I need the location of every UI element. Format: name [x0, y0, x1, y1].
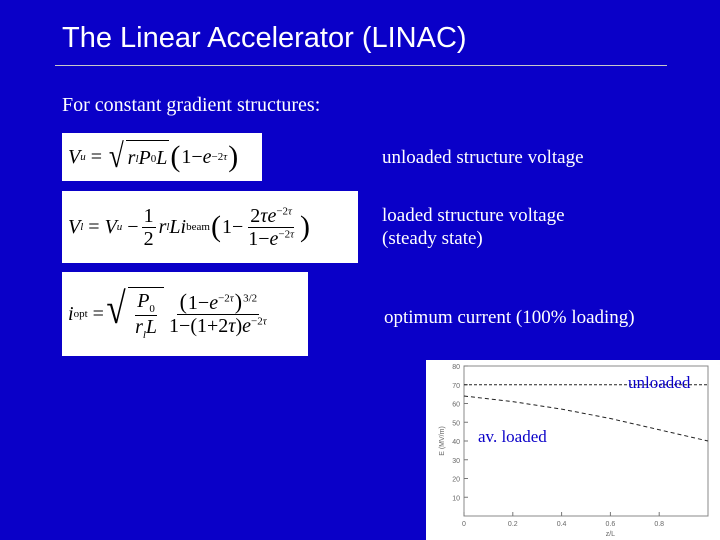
y-tick-label: 30 — [452, 457, 460, 465]
x-tick-label: 0.6 — [605, 521, 616, 528]
y-tick-label: 40 — [452, 439, 460, 446]
equation-label-optimum: optimum current (100% loading) — [384, 307, 635, 328]
legend-av-loaded: av. loaded — [478, 427, 547, 446]
equation-label-loaded-line1: loaded structure voltage — [382, 205, 565, 226]
equation-optimum-current: i opt = √ $\frac{P_0}{r_lL}$ $\frac{(1-e^{-2\tau})^{3/2}}{1-(1+2\tau)e^{-2\tau}}$ — [62, 272, 308, 356]
equation-label-unloaded: unloaded structure voltage — [382, 147, 584, 168]
equation-label-loaded — [382, 204, 565, 250]
x-tick-label: 0.2 — [507, 521, 518, 528]
y-tick-label: 60 — [452, 401, 460, 409]
y-tick-label: 10 — [452, 495, 460, 503]
y-tick-label: 20 — [452, 476, 460, 484]
x-tick-label: 0.4 — [556, 521, 567, 528]
intro-text: For constant gradient structures: — [62, 94, 321, 116]
slide-title: The Linear Accelerator (LINAC) — [62, 22, 467, 54]
x-tick-label: 0.8 — [654, 521, 665, 528]
field-profile-plot — [426, 360, 720, 540]
x-tick-label: 0 — [462, 521, 466, 528]
equation-loaded-voltage: V l = V u − $\frac{1}{2}$ r l L i beam ( 1− $\frac{2\tau e^{-2\tau}}{1-e^{-2\tau}}$ ) — [62, 191, 358, 263]
y-axis-label: E (MV/m) — [439, 426, 446, 456]
y-tick-label: 50 — [452, 420, 460, 428]
title-divider — [55, 65, 667, 66]
x-axis-label: z/L — [605, 531, 616, 538]
y-tick-label: 80 — [452, 364, 460, 371]
y-tick-label: 70 — [452, 382, 460, 390]
legend-unloaded: unloaded — [628, 373, 691, 392]
equation-label-loaded-line2: (steady state) — [382, 228, 483, 250]
equation-unloaded-voltage: V u = √ r l P 0 L ( 1− e −2τ ) — [62, 133, 262, 181]
